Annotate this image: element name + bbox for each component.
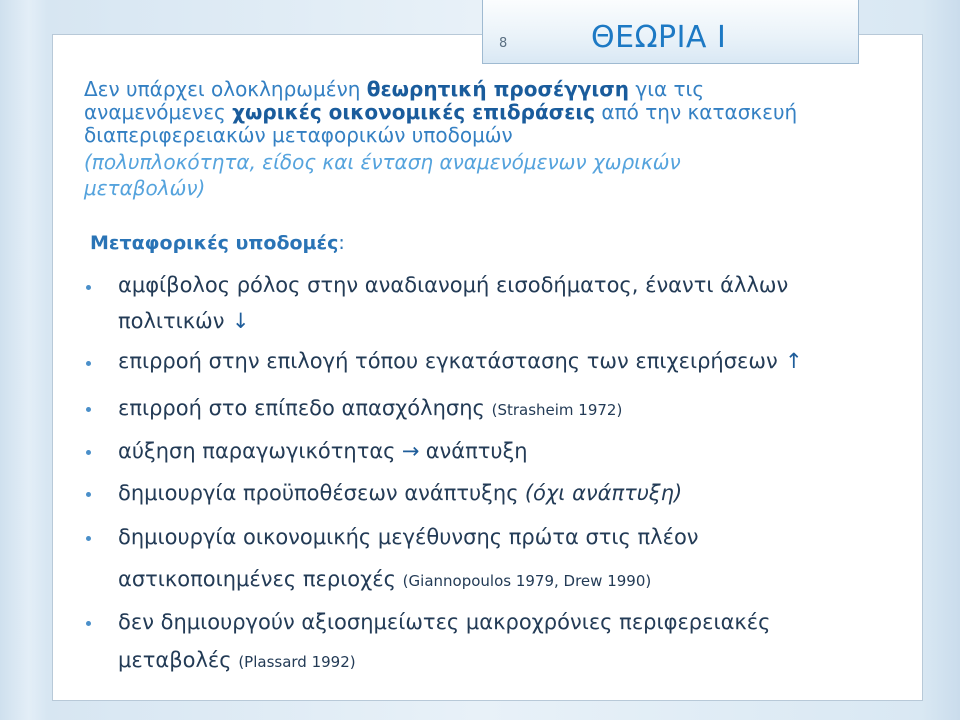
bullet-7-line-1: δεν δημιουργούν αξιοσημείωτες μακροχρόνιες περιφερειακές bbox=[118, 610, 771, 634]
bullet-6-line-2 bbox=[118, 566, 651, 594]
intro-bold-text: χωρικές οικονομικές επιδράσεις bbox=[232, 100, 596, 124]
intro-bold-text: θεωρητική προσέγγιση bbox=[366, 77, 630, 101]
intro-text: Δεν υπάρχει ολοκληρωμένη bbox=[84, 77, 367, 101]
intro-text: αναμενόμενες bbox=[84, 100, 233, 124]
bullet-2 bbox=[118, 348, 803, 374]
bullet-dot bbox=[86, 536, 91, 541]
bullet-text: επιρροή στην επιλογή τόπου εγκατάστασης των επιχειρήσεων bbox=[118, 349, 778, 373]
arrow-up-icon: ↑ bbox=[785, 349, 803, 373]
title-box bbox=[482, 0, 859, 64]
intro-text: για τις bbox=[629, 77, 705, 101]
bullet-text: ανάπτυξη bbox=[425, 439, 528, 463]
bullet-dot bbox=[86, 285, 91, 290]
bullet-1-line-2 bbox=[118, 308, 249, 334]
arrow-down-icon: ↓ bbox=[231, 309, 250, 333]
citation: (Strasheim 1972) bbox=[491, 401, 623, 419]
bullet-text: πολιτικών bbox=[118, 309, 225, 333]
bullet-text: δημιουργία προϋποθέσεων ανάπτυξης bbox=[118, 481, 519, 505]
bullet-3 bbox=[118, 395, 622, 423]
bullet-dot bbox=[86, 621, 91, 626]
bullet-dot bbox=[86, 361, 91, 366]
bullet-4 bbox=[118, 438, 528, 464]
bullet-dot bbox=[86, 492, 91, 497]
intro-line-1 bbox=[84, 77, 704, 101]
bullet-7-line-2 bbox=[118, 647, 356, 675]
section-heading bbox=[90, 231, 345, 255]
bullet-1-line-1: αμφίβολος ρόλος στην αναδιανομή εισοδήματος, έναντι άλλων bbox=[118, 273, 789, 297]
bullet-dot bbox=[86, 450, 91, 455]
citation: (Plassard 1992) bbox=[238, 653, 356, 671]
intro-line-2 bbox=[84, 100, 797, 124]
bullet-text: επιρροή στο επίπεδο απασχόλησης bbox=[118, 396, 485, 420]
intro-note-line-1: (πολυπλοκότητα, είδος και ένταση αναμενόμενων χωρικών bbox=[84, 150, 681, 174]
bullet-italic-note: (όχι ανάπτυξη) bbox=[524, 481, 683, 505]
intro-text: από την κατασκευή bbox=[595, 100, 798, 124]
intro-note-line-2: μεταβολών) bbox=[84, 176, 206, 200]
slide-title: ΘΕΩΡΙΑ Ι bbox=[591, 20, 727, 55]
bullet-text: αύξηση παραγωγικότητας bbox=[118, 439, 396, 463]
bullet-text: μεταβολές bbox=[118, 648, 232, 672]
section-heading-colon: : bbox=[338, 232, 345, 254]
citation: (Giannopoulos 1979, Drew 1990) bbox=[402, 572, 652, 590]
bullet-dot bbox=[86, 407, 91, 412]
page-number: 8 bbox=[499, 36, 508, 51]
arrow-right-icon: → bbox=[401, 439, 420, 463]
intro-line-3: διαπεριφερειακών μεταφορικών υποδομών bbox=[84, 123, 513, 147]
bullet-5 bbox=[118, 480, 682, 506]
bullet-6-line-1: δημιουργία οικονομικής μεγέθυνσης πρώτα στις πλέον bbox=[118, 525, 699, 549]
bullet-text: αστικοποιημένες περιοχές bbox=[118, 567, 396, 591]
section-heading-text: Μεταφορικές υποδομές bbox=[90, 232, 339, 254]
